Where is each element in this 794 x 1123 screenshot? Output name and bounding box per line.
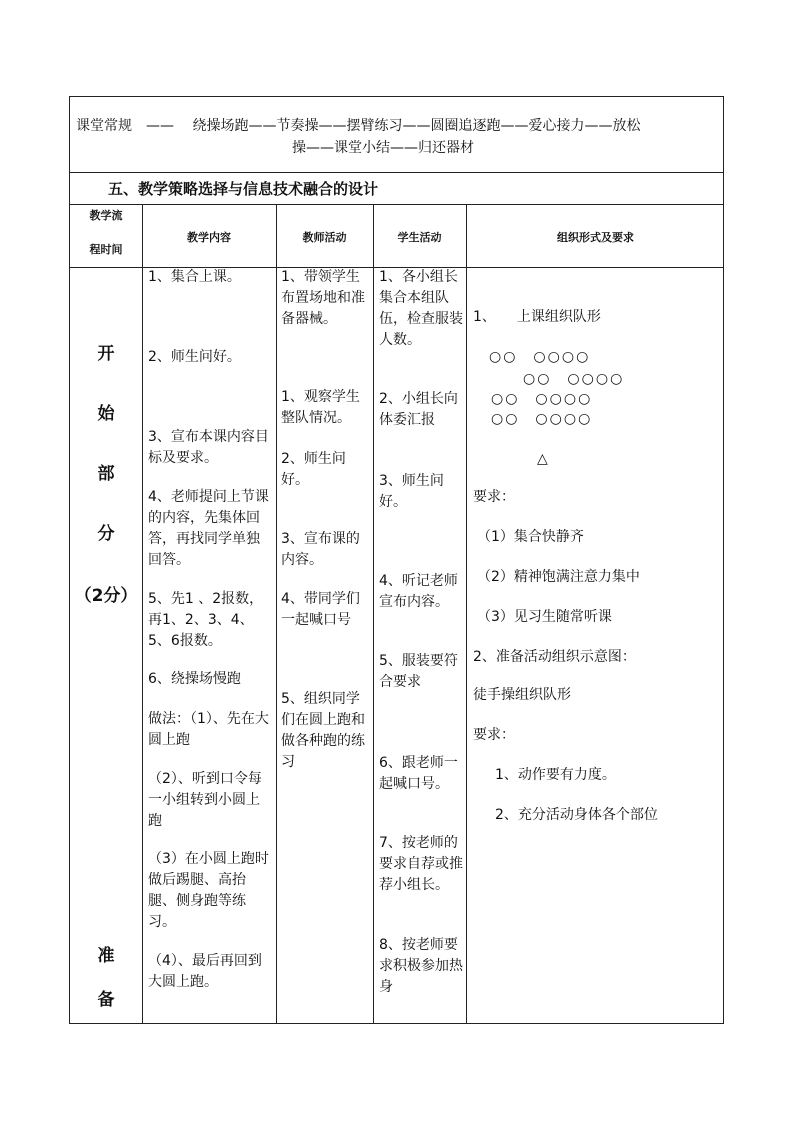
content-item: 5、先1 、2报数，再1、2、3、4、5、6报数。 [148,591,264,649]
routine-line-2: 操——课堂小结——归还器材 [292,140,474,156]
teacher-item: 3、宣布课的内容。 [281,531,360,568]
phase-char: 开 [97,344,115,364]
teacher-item: 5、组织同学们在圆上跑和做各种跑的练习 [281,691,365,770]
header-student: 学生活动 [397,231,442,244]
routine-line-1: 课堂常规 —— 绕操场跑——节奏操——摆臂练习——圆圈追逐跑——爱心接力——放松 [76,118,641,134]
phase-duration: （2分） [74,586,138,606]
org-requirement: （1）集合快静齐 [477,529,584,545]
phase-char: 始 [97,404,115,424]
header-flow-time-line2: 程时间 [89,243,123,256]
phase-char: 备 [97,990,115,1010]
student-item: 3、师生问好。 [379,473,444,510]
org-requirement: （2）精神饱满注意力集中 [477,569,640,585]
content-item: 1、集合上课。 [148,269,241,285]
teacher-item: 4、带同学们一起喊口号 [281,591,360,628]
student-item: 8、按老师要求积极参加热身 [379,937,463,995]
org-column [473,97,723,1025]
org-requirement: （3）见习生随常听课 [477,609,612,625]
student-item: 1、各小组长集合本组队伍，检查服装人数。 [379,269,463,348]
formation-row: ○○ ○○○○ [523,371,625,387]
teacher-column [281,97,371,1025]
student-column [379,97,463,1025]
content-item: （3）在小圆上跑时做后踢腿、高抬腿、侧身跑等练习。 [148,851,269,930]
teacher-position-icon: △ [537,451,548,467]
student-item: 6、跟老师一起喊口号。 [379,755,458,792]
formation-row: ○○ ○○○○ [491,391,593,407]
content-item: 4、老师提问上节课的内容，先集体回答，再找同学单独回答。 [148,489,269,568]
student-item: 2、小组长向体委汇报 [379,391,458,428]
header-content: 教学内容 [187,231,231,244]
col-divider [276,204,277,1024]
teacher-item: 2、师生问好。 [281,451,346,488]
org-requirements-title: 要求： [473,727,515,743]
student-item: 5、服装要符合要求 [379,653,458,690]
org-item-warmup-sub: 徒手操组织队形 [473,687,571,703]
phase-char: 分 [97,524,115,544]
header-org: 组织形式及要求 [557,231,634,244]
col-divider [142,204,143,1024]
content-item: 6、绕操场慢跑 [148,671,241,687]
content-item: 做法：（1）、先在大圆上跑 [148,711,269,748]
student-item: 7、按老师的要求自荐或推荐小组长。 [379,835,463,893]
header-teacher: 教师活动 [302,231,347,244]
formation-row: ○○ ○○○○ [489,349,591,365]
phase-char: 准 [97,946,115,966]
org-requirement: 1、动作要有力度。 [495,767,616,783]
content-item: （4）、最后再回到大圆上跑。 [148,953,262,990]
org-requirements-title: 要求： [473,489,515,505]
content-item: （2）、听到口令每一小组转到小圆上跑 [148,771,262,829]
col-divider [373,204,374,1024]
org-item-formation: 1、 上课组织队形 [473,309,601,325]
teacher-item: 1、带领学生布置场地和准备器械。 [281,269,365,327]
org-requirement: 2、充分活动身体各个部位 [495,807,658,823]
section-title: 五、教学策略选择与信息技术融合的设计 [108,180,379,198]
lesson-plan-table [69,96,724,1024]
phase-char: 部 [97,464,115,484]
content-item: 3、宣布本课内容目标及要求。 [148,429,269,466]
col-divider [466,204,467,1024]
teacher-item: 1、观察学生整队情况。 [281,389,360,426]
student-item: 4、听记老师宣布内容。 [379,573,458,610]
content-column [148,97,272,1025]
content-item: 2、师生问好。 [148,349,241,365]
formation-row: ○○ ○○○○ [491,411,593,427]
phase-label [70,97,142,1025]
org-item-warmup: 2、准备活动组织示意图： [473,649,636,665]
header-flow-time-line1: 教学流 [89,209,123,222]
